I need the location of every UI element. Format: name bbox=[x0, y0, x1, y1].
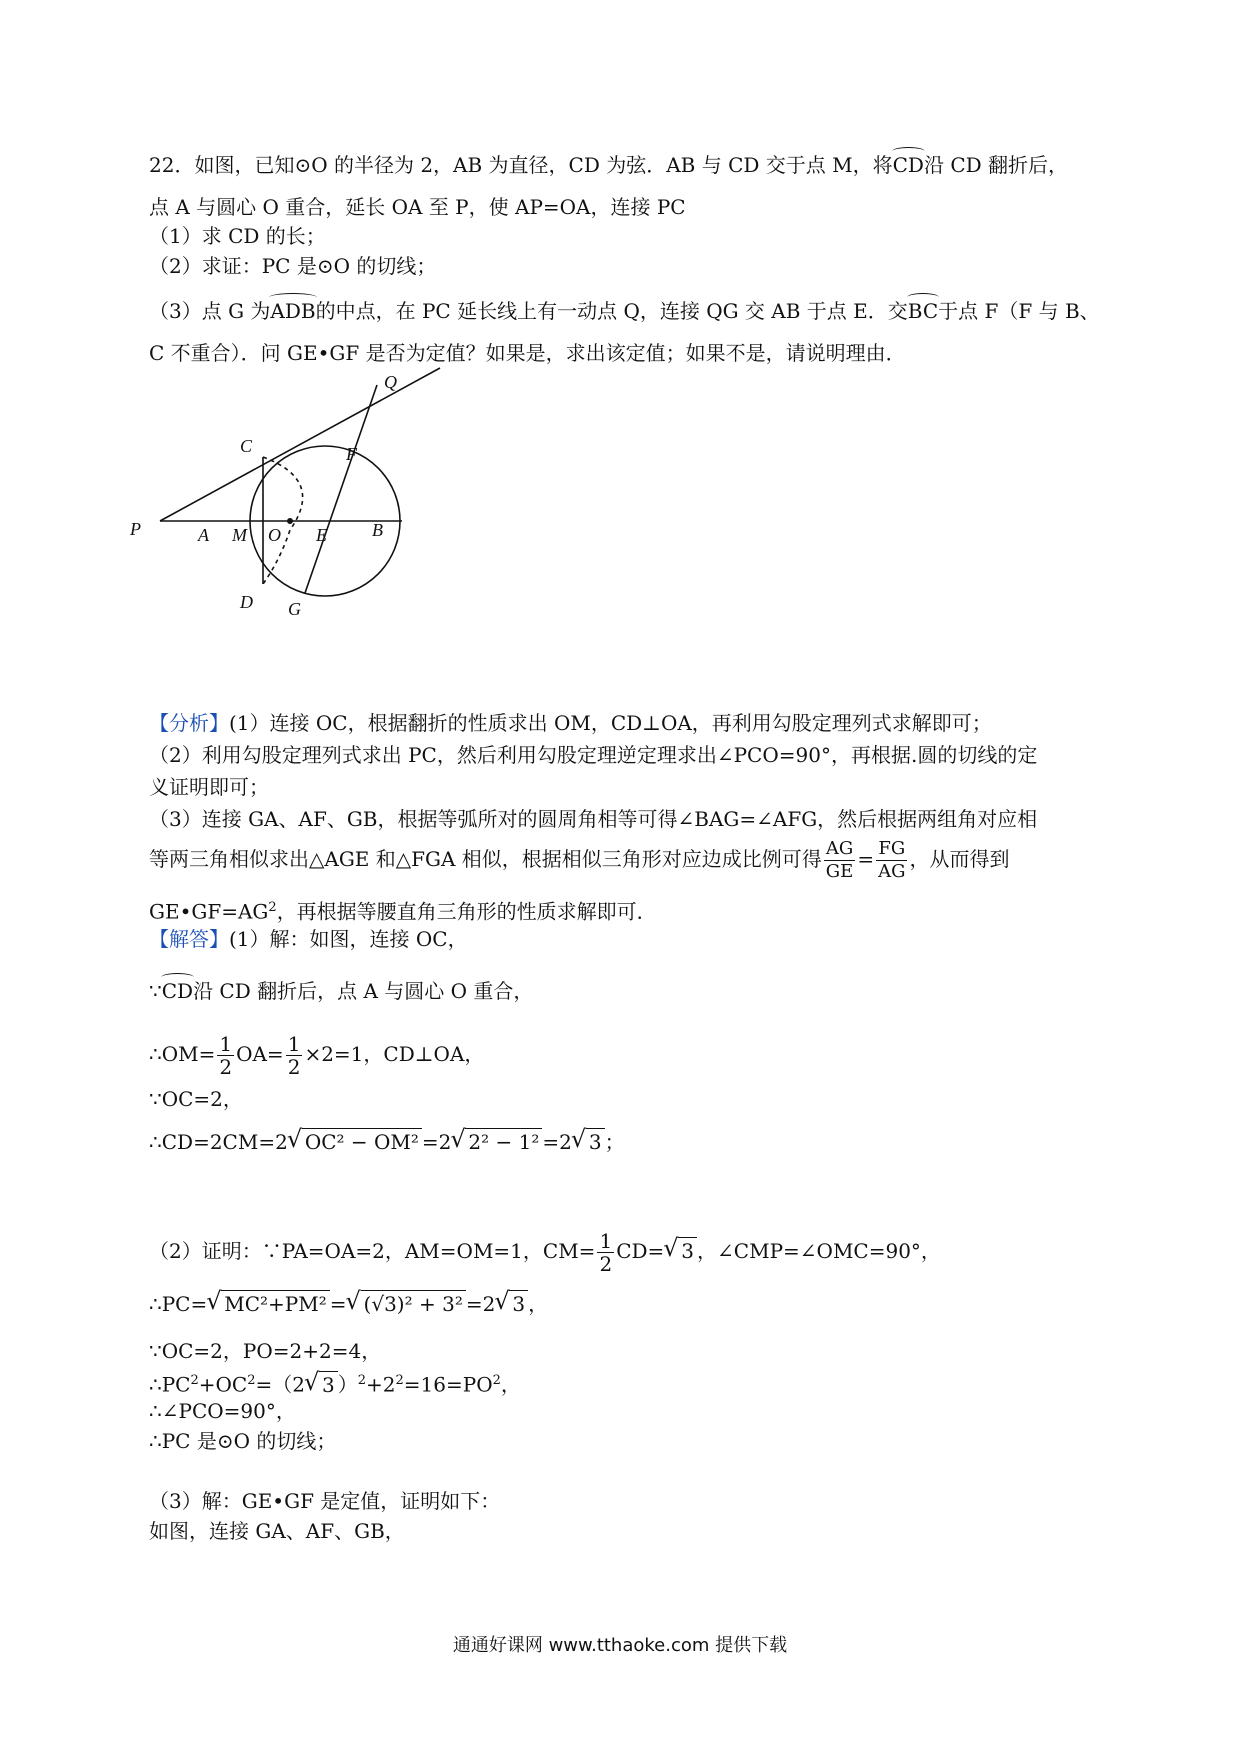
label-p: P bbox=[130, 519, 141, 539]
center-dot bbox=[287, 518, 293, 524]
sqrt-3-b: √ 3 bbox=[678, 1237, 697, 1264]
analysis-line-2: （2）利用勾股定理列式求出 PC，然后利用勾股定理逆定理求出∠PCO=90°，再根据.圆的切线的定 bbox=[149, 743, 1038, 767]
line-pq bbox=[160, 368, 440, 521]
proof-line-6: ∴PC 是⊙O 的切线； bbox=[149, 1429, 337, 1453]
label-e: E bbox=[316, 525, 327, 545]
analysis-line-4: （3）连接 GA、AF、GB，根据等弧所对的圆周角相等可得∠BAG=∠AFG，然后根据两组角对应相 bbox=[149, 807, 1038, 831]
sqrt-oc-om: √ OC² − OM² bbox=[302, 1128, 422, 1155]
arc-adb: ADB bbox=[270, 299, 316, 323]
fraction-half-3: $\frac{1}{2}$ bbox=[599, 1229, 613, 1276]
question-3: （3）点 G 为ADB的中点，在 PC 延长线上有一动点 Q，连接 QG 交 AB 于点 E．交BC于点 F（F 与 B、 bbox=[149, 299, 1100, 323]
problem-line-2: 点 A 与圆心 O 重合，延长 OA 至 P，使 AP=OA，连接 PC bbox=[149, 195, 686, 219]
label-c: C bbox=[240, 436, 253, 456]
label-o: O bbox=[268, 525, 281, 545]
question-2: （2）求证：PC 是⊙O 的切线； bbox=[149, 254, 437, 278]
answer-line-1: 【解答】(1）解：如图，连接 OC， bbox=[149, 927, 468, 951]
label-m: M bbox=[232, 525, 247, 545]
sqrt-3-c: √ 3 bbox=[509, 1290, 528, 1317]
answer-line-3: ∴OM= $\frac{1}{2}$ OA= $\frac{1}{2}$ ×2=1，CD⊥OA， bbox=[149, 1032, 485, 1079]
fraction-half-1: $\frac{1}{2}$ bbox=[219, 1032, 233, 1079]
proof-line-5: ∴∠PCO=90°， bbox=[149, 1399, 296, 1423]
fraction-half-2: $\frac{1}{2}$ bbox=[287, 1032, 301, 1079]
proof-line-2: ∴PC=√ MC²+PM² =√ (√3)² + 3² =2√ 3 ， bbox=[149, 1290, 548, 1317]
question-3-cont: C 不重合）．问 GE•GF 是否为定值？如果是，求出该定值；如果不是，请说明理由． bbox=[149, 341, 906, 365]
answer-line-4: ∵OC=2， bbox=[149, 1087, 243, 1111]
answer-tag: 【解答】 bbox=[149, 927, 229, 951]
arc-bc: BC bbox=[907, 299, 939, 323]
geometry-figure bbox=[130, 410, 460, 700]
sqrt-3: √ 3 bbox=[586, 1128, 605, 1155]
sqrt-3-d: √ 3 bbox=[319, 1371, 338, 1398]
part3-line-1: （3）解：GE•GF 是定值，证明如下： bbox=[149, 1489, 501, 1513]
analysis-line-1: 【分析】(1）连接 OC，根据翻折的性质求出 OM，CD⊥OA，再利用勾股定理列式求解即可； bbox=[149, 711, 992, 735]
analysis-tag: 【分析】 bbox=[149, 711, 229, 735]
arc-cd-2: CD bbox=[161, 979, 194, 1003]
fraction-ag-ge: $\frac{AG}{GE}$ bbox=[825, 838, 854, 882]
label-f: F bbox=[346, 444, 357, 464]
problem-line-1: 22．如图，已知⊙O 的半径为 2，AB 为直径，CD 为弦．AB 与 CD 交于点 M，将CD沿 CD 翻折后， bbox=[149, 153, 1069, 177]
analysis-line-5: 等两三角相似求出△AGE 和△FGA 相似，根据相似三角形对应边成比例可得 $\frac{AG}{GE}$ = $\frac{FG}{AG}$ ，从而得到 bbox=[149, 838, 1010, 882]
page-footer: 通通好课网 www.tthaoke.com 提供下载 bbox=[452, 1635, 788, 1656]
analysis-line-6: $GE•GF=AG^2$，再根据等腰直角三角形的性质求解即可． bbox=[149, 899, 657, 924]
proof-line-3: ∵OC=2，PO=2+2=4， bbox=[149, 1339, 382, 1363]
sqrt-4-1: √ 2² − 1² bbox=[465, 1128, 542, 1155]
part3-line-2: 如图，连接 GA、AF、GB， bbox=[149, 1519, 405, 1543]
fraction-fg-ag: $\frac{FG}{AG}$ bbox=[878, 838, 906, 882]
label-a: A bbox=[198, 525, 209, 545]
proof-line-1: （2）证明：∵PA=OA=2，AM=OM=1，CM= $\frac{1}{2}$ CD=√ 3 ，∠CMP=∠OMC=90°， bbox=[149, 1230, 941, 1275]
question-1: （1）求 CD 的长； bbox=[149, 224, 326, 248]
answer-line-5: ∴CD=2CM=2√ OC² − OM² =2√ 2² − 1² =2√ 3 ； bbox=[149, 1128, 625, 1155]
line-qg bbox=[305, 385, 377, 593]
proof-line-4: $\therefore PC^2+OC^2=(2√$ 3 ）$^2+2^2=16=PO^2$， bbox=[149, 1368, 521, 1398]
label-d: D bbox=[240, 592, 253, 612]
label-q: Q bbox=[384, 372, 397, 392]
label-b: B bbox=[372, 520, 383, 540]
sqrt-3-9: √ (√3)² + 3² bbox=[361, 1290, 466, 1317]
sqrt-mc-pm: √ MC²+PM² bbox=[221, 1290, 330, 1317]
analysis-line-3: 义证明即可； bbox=[149, 775, 269, 799]
answer-line-2: ∵CD沿 CD 翻折后，点 A 与圆心 O 重合， bbox=[149, 979, 534, 1003]
label-g: G bbox=[288, 599, 301, 619]
arc-cd: CD bbox=[892, 153, 924, 177]
